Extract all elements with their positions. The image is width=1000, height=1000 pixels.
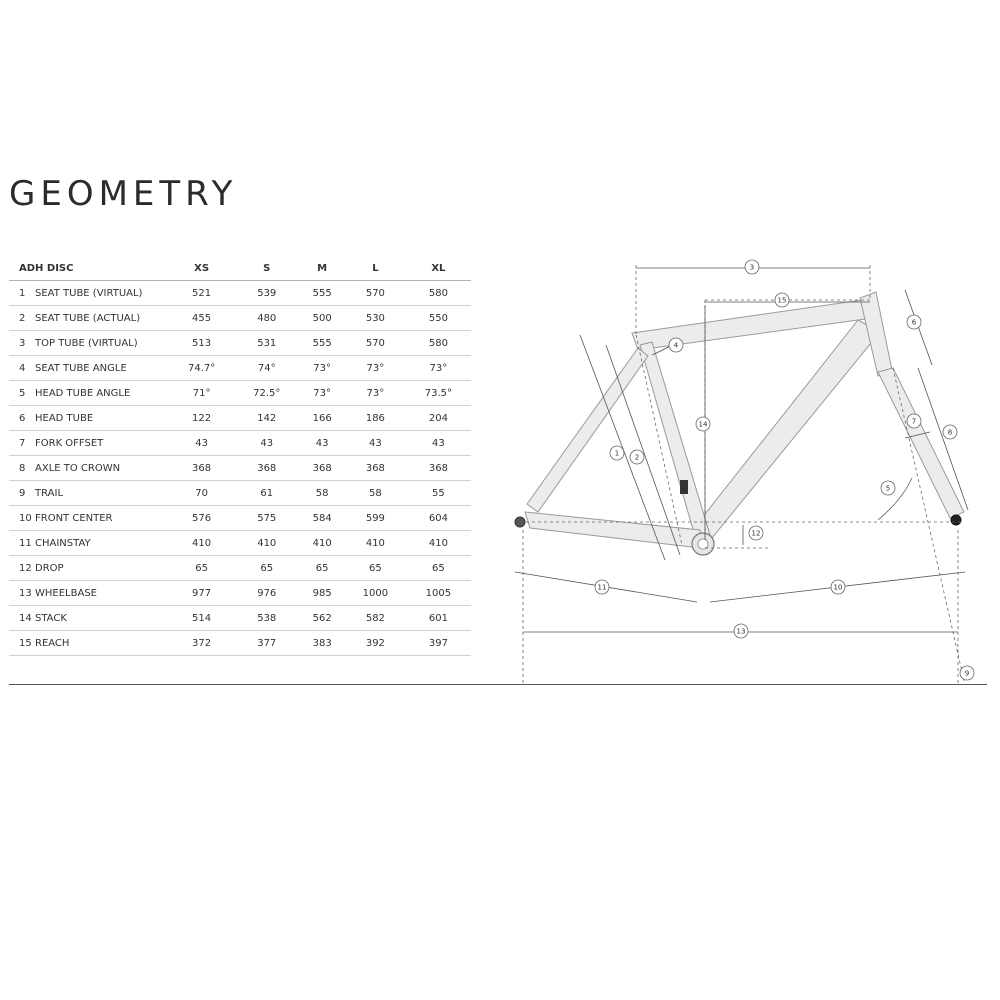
table-cell: 531 — [234, 331, 299, 356]
size-header-xs: XS — [169, 256, 234, 281]
table-cell: 392 — [345, 631, 406, 656]
callout-label: 4 — [673, 341, 679, 350]
model-name: ADH DISC — [9, 256, 169, 281]
measurement-name: DROP — [35, 562, 64, 574]
measurement-number: 8 — [19, 462, 26, 474]
table-cell: 166 — [299, 406, 345, 431]
table-cell: 368 — [345, 456, 406, 481]
table-cell: 73° — [299, 356, 345, 381]
table-cell: 580 — [406, 331, 471, 356]
callout-label: 10 — [833, 583, 843, 592]
table-cell: 539 — [234, 281, 299, 306]
table-cell: 368 — [234, 456, 299, 481]
table-cell: 601 — [406, 606, 471, 631]
measurement-name: TRAIL — [35, 487, 64, 499]
table-cell: 43 — [406, 431, 471, 456]
callout-9 — [960, 666, 974, 680]
callout-label: 3 — [749, 263, 755, 272]
callout-label: 6 — [911, 318, 917, 327]
front-dropout — [951, 515, 961, 525]
measurement-name: WHEELBASE — [35, 587, 97, 599]
measurement-name: HEAD TUBE — [35, 412, 94, 424]
size-header-l: L — [345, 256, 406, 281]
table-cell: 455 — [169, 306, 234, 331]
table-cell: 43 — [169, 431, 234, 456]
callout-label: 12 — [751, 529, 761, 538]
callout-14 — [696, 417, 710, 431]
table-cell: 204 — [406, 406, 471, 431]
table-cell: 74° — [234, 356, 299, 381]
table-cell: 562 — [299, 606, 345, 631]
callout-5 — [881, 481, 895, 495]
measurement-name: SEAT TUBE (VIRTUAL) — [35, 287, 143, 299]
table-cell: 186 — [345, 406, 406, 431]
callout-label: 13 — [736, 627, 746, 636]
fork — [878, 368, 964, 518]
size-header-m: M — [299, 256, 345, 281]
table-cell: 500 — [299, 306, 345, 331]
table-cell: 538 — [234, 606, 299, 631]
down-tube — [694, 320, 880, 538]
table-cell: 555 — [299, 281, 345, 306]
table-cell: 43 — [234, 431, 299, 456]
measurement-name: FRONT CENTER — [35, 512, 113, 524]
callout-label: 2 — [634, 453, 640, 462]
table-cell: 976 — [234, 581, 299, 606]
callout-10 — [831, 580, 845, 594]
table-cell: 65 — [299, 556, 345, 581]
table-cell: 604 — [406, 506, 471, 531]
measurement-name: FORK OFFSET — [35, 437, 104, 449]
table-cell: 410 — [406, 531, 471, 556]
table-cell: 410 — [299, 531, 345, 556]
measurement-name: CHAINSTAY — [35, 537, 91, 549]
table-cell: 1000 — [345, 581, 406, 606]
measurement-number: 14 — [19, 612, 32, 624]
table-cell: 122 — [169, 406, 234, 431]
table-cell: 410 — [345, 531, 406, 556]
table-cell: 555 — [299, 331, 345, 356]
table-cell: 397 — [406, 631, 471, 656]
table-cell: 65 — [406, 556, 471, 581]
table-cell: 985 — [299, 581, 345, 606]
table-cell: 71° — [169, 381, 234, 406]
measurement-number: 10 — [19, 512, 32, 524]
callout-11 — [595, 580, 609, 594]
measurement-number: 5 — [19, 387, 26, 399]
callout-label: 7 — [911, 417, 917, 426]
callout-label: 9 — [964, 669, 970, 678]
seat-stay — [527, 348, 648, 512]
measurement-number: 9 — [19, 487, 26, 499]
callout-label: 14 — [698, 420, 708, 429]
callout-15 — [775, 293, 789, 307]
page-title: GEOMETRY — [9, 174, 238, 214]
table-cell: 65 — [345, 556, 406, 581]
table-cell: 575 — [234, 506, 299, 531]
callout-1 — [610, 446, 624, 460]
callout-label: 8 — [947, 428, 953, 437]
measurement-name: TOP TUBE (VIRTUAL) — [35, 337, 138, 349]
table-cell: 521 — [169, 281, 234, 306]
table-cell: 73° — [299, 381, 345, 406]
measurement-number: 6 — [19, 412, 26, 424]
table-cell: 599 — [345, 506, 406, 531]
measurement-number: 12 — [19, 562, 32, 574]
table-cell: 43 — [299, 431, 345, 456]
measurement-name: SEAT TUBE ANGLE — [35, 362, 127, 374]
callout-label: 1 — [614, 449, 620, 458]
measurement-number: 7 — [19, 437, 26, 449]
table-cell: 368 — [406, 456, 471, 481]
table-cell: 582 — [345, 606, 406, 631]
table-cell: 410 — [234, 531, 299, 556]
seat-tube — [640, 342, 710, 540]
callout-2 — [630, 450, 644, 464]
table-cell: 61 — [234, 481, 299, 506]
measurement-number: 2 — [19, 312, 26, 324]
table-cell: 73° — [345, 356, 406, 381]
table-cell: 377 — [234, 631, 299, 656]
table-cell: 480 — [234, 306, 299, 331]
table-cell: 514 — [169, 606, 234, 631]
top-tube — [632, 300, 873, 350]
table-cell: 73.5° — [406, 381, 471, 406]
table-cell: 65 — [169, 556, 234, 581]
table-cell: 530 — [345, 306, 406, 331]
table-cell: 1005 — [406, 581, 471, 606]
measurement-number: 15 — [19, 637, 32, 649]
callout-label: 5 — [885, 484, 891, 493]
table-cell: 570 — [345, 281, 406, 306]
measurement-name: STACK — [35, 612, 67, 624]
table-cell: 977 — [169, 581, 234, 606]
table-cell: 70 — [169, 481, 234, 506]
measurement-name: REACH — [35, 637, 70, 649]
table-cell: 74.7° — [169, 356, 234, 381]
table-cell: 73° — [345, 381, 406, 406]
callout-label: 11 — [597, 583, 607, 592]
table-cell: 58 — [345, 481, 406, 506]
measurement-number: 3 — [19, 337, 26, 349]
callout-7 — [907, 414, 921, 428]
table-cell: 368 — [169, 456, 234, 481]
table-cell: 368 — [299, 456, 345, 481]
table-cell: 383 — [299, 631, 345, 656]
measurement-name: HEAD TUBE ANGLE — [35, 387, 131, 399]
table-cell: 580 — [406, 281, 471, 306]
size-header-xl: XL — [406, 256, 471, 281]
callout-label: 15 — [777, 296, 787, 305]
table-cell: 142 — [234, 406, 299, 431]
table-cell: 43 — [345, 431, 406, 456]
callout-13 — [734, 624, 748, 638]
table-cell: 410 — [169, 531, 234, 556]
table-cell: 513 — [169, 331, 234, 356]
table-cell: 55 — [406, 481, 471, 506]
table-cell: 65 — [234, 556, 299, 581]
table-cell: 72.5° — [234, 381, 299, 406]
measurement-number: 13 — [19, 587, 32, 599]
callout-12 — [749, 526, 763, 540]
callout-6 — [907, 315, 921, 329]
table-cell: 58 — [299, 481, 345, 506]
table-cell: 550 — [406, 306, 471, 331]
callout-4 — [669, 338, 683, 352]
size-header-s: S — [234, 256, 299, 281]
table-cell: 584 — [299, 506, 345, 531]
cable-port — [680, 480, 688, 494]
table-cell: 576 — [169, 506, 234, 531]
measurement-number: 1 — [19, 287, 26, 299]
measurement-number: 4 — [19, 362, 26, 374]
callout-8 — [943, 425, 957, 439]
bike-frame — [525, 292, 964, 548]
measurement-name: SEAT TUBE (ACTUAL) — [35, 312, 141, 324]
table-cell: 570 — [345, 331, 406, 356]
callout-3 — [745, 260, 759, 274]
chain-stay — [525, 512, 700, 548]
measurement-name: AXLE TO CROWN — [35, 462, 121, 474]
table-cell: 73° — [406, 356, 471, 381]
table-cell: 372 — [169, 631, 234, 656]
measurement-number: 11 — [19, 537, 32, 549]
